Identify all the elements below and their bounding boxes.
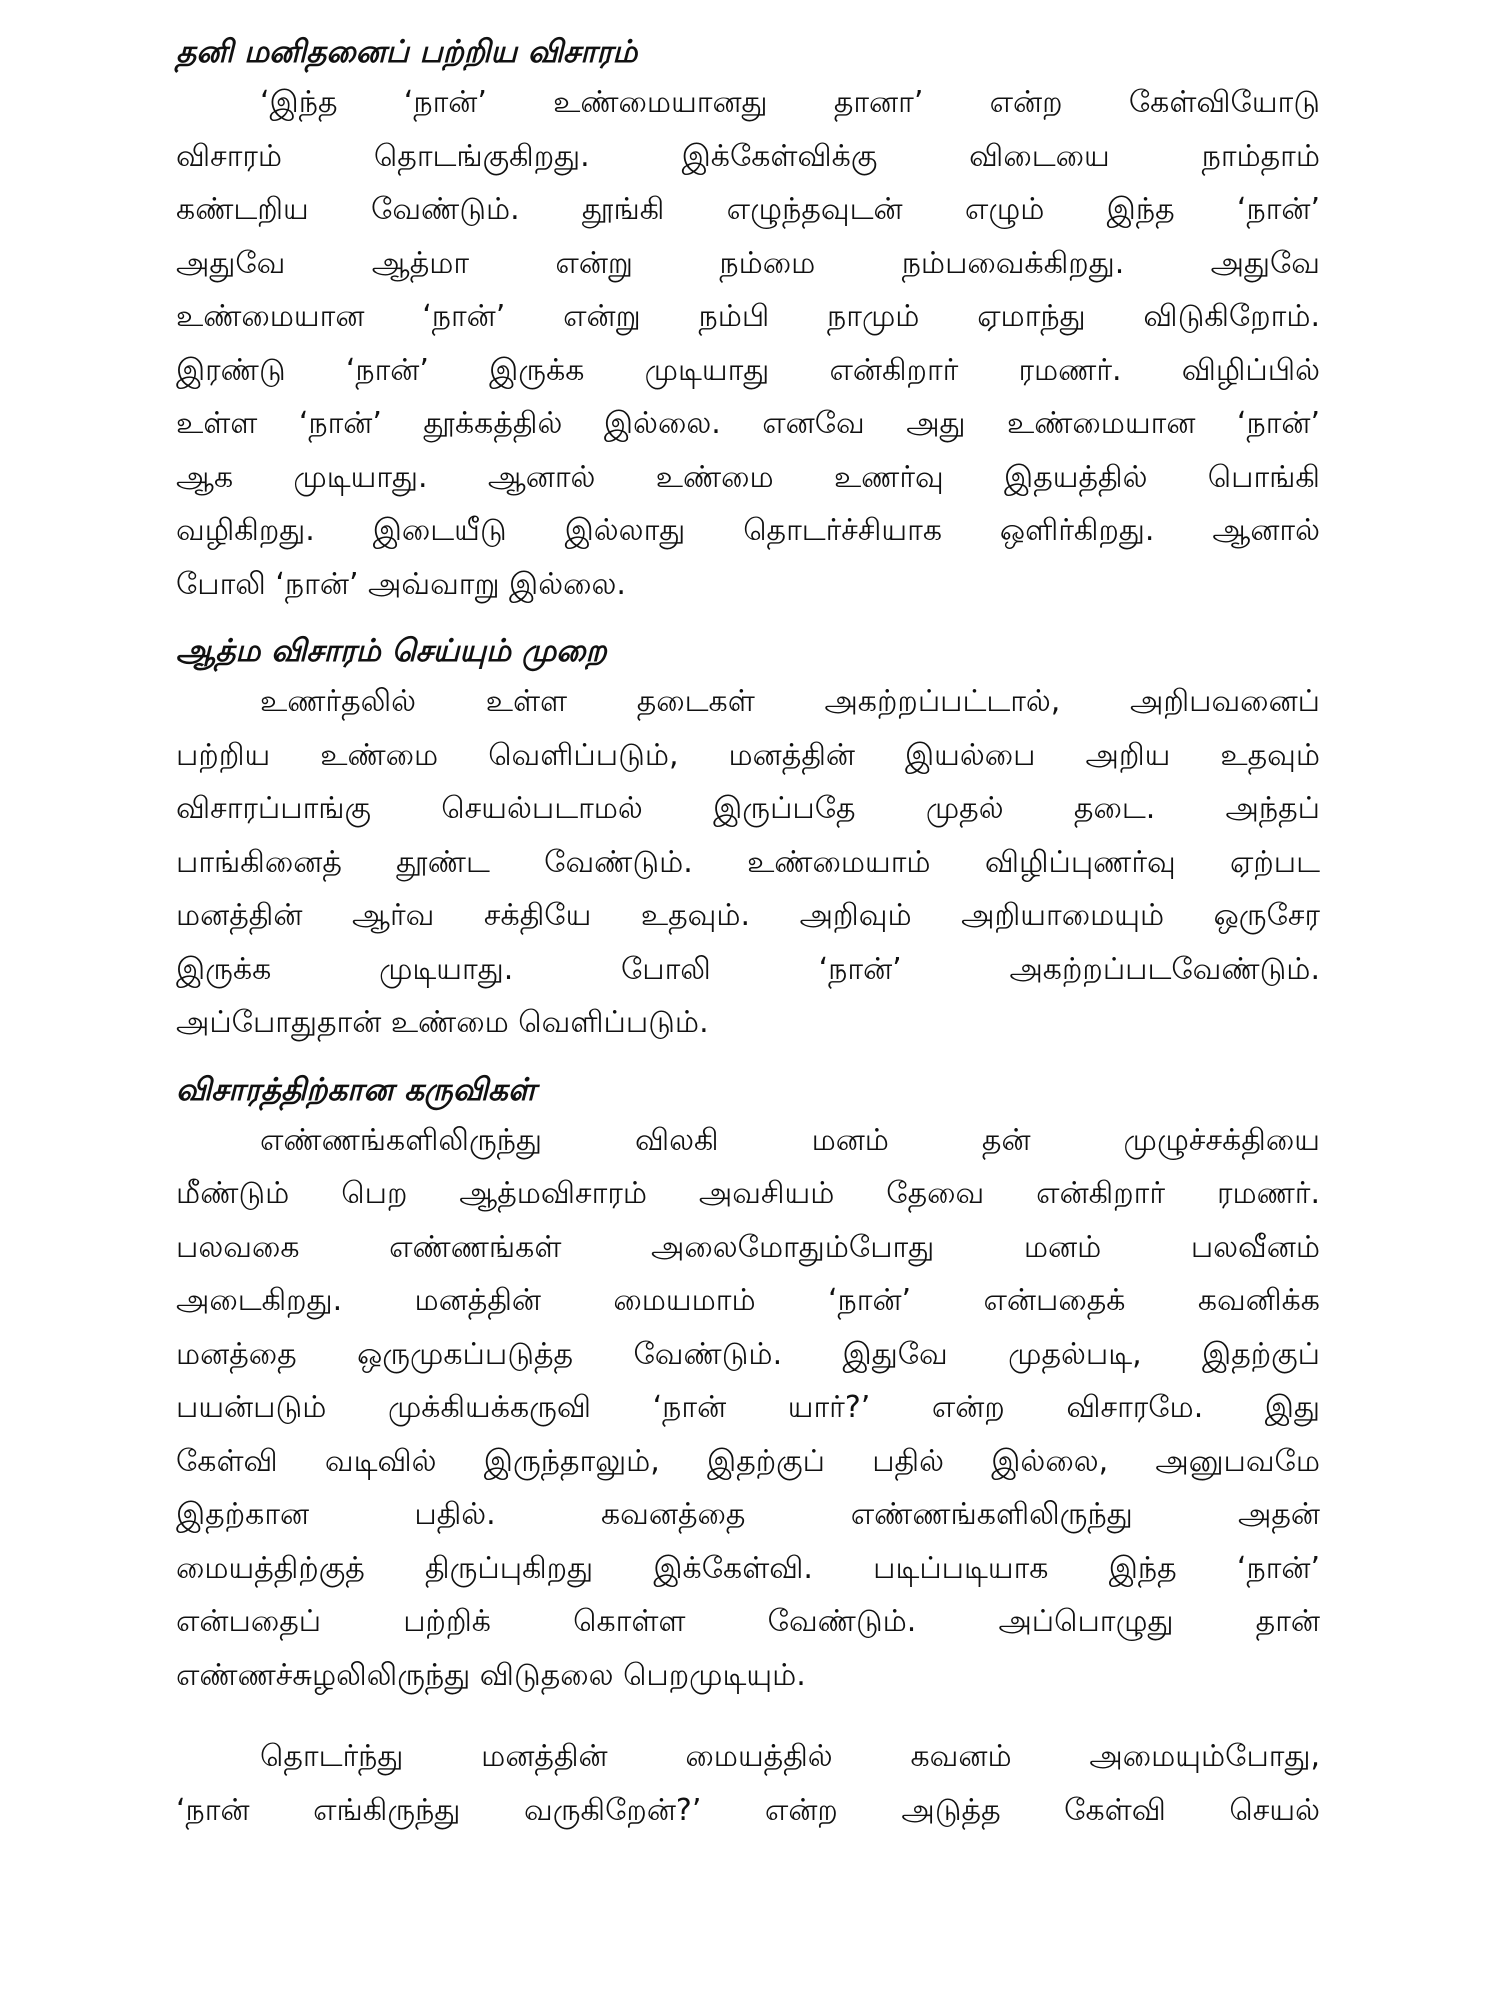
text-line: விசாரம் தொடங்குகிறது. இக்கேள்விக்கு விடையை நாம்தாம் [176,138,1320,174]
section-heading-individual-inquiry: தனி மனிதனைப் பற்றிய விசாரம் [176,34,638,70]
text-line: விசாரப்பாங்கு செயல்படாமல் இருப்பதே முதல் தடை. அந்தப் [176,791,1320,826]
text-line: அதுவே ஆத்மா என்று நம்மை நம்பவைக்கிறது. அதுவே [176,245,1320,281]
section-heading-self-inquiry-method: ஆத்ம விசாரம் செய்யும் முறை [176,633,607,669]
text-line: கேள்வி வடிவில் இருந்தாலும், இதற்குப் பதில் இல்லை, அனுபவமே [176,1443,1320,1479]
text-line: அப்போதுதான் உண்மை வெளிப்படும். [176,1005,709,1040]
text-line: ஆக முடியாது. ஆனால் உண்மை உணர்வு இதயத்தில் பொங்கி [176,459,1320,495]
text-line: ‘இந்த ‘நான்’ உண்மையானது தானா’ என்ற கேள்வியோடு [260,85,1320,120]
paragraph [176,1114,1320,1703]
text-line: கண்டறிய வேண்டும். தூங்கி எழுந்தவுடன் எழும் இந்த ‘நான்’ [176,192,1320,227]
text-line: போலி ‘நான்’ அவ்வாறு இல்லை. [176,566,626,602]
text-line: மையத்திற்குத் திருப்புகிறது இக்கேள்வி. படிப்படியாக இந்த ‘நான்’ [176,1550,1320,1586]
text-line: இருக்க முடியாது. போலி ‘நான்’ அகற்றப்படவேண்டும். [176,951,1320,987]
text-line: அடைகிறது. மனத்தின் மையமாம் ‘நான்’ என்பதைக் கவனிக்க [176,1283,1320,1318]
paragraph [176,76,1320,611]
text-line: பாங்கினைத் தூண்ட வேண்டும். உண்மையாம் விழிப்புணர்வு ஏற்பட [176,844,1320,880]
text-line: உண்மையான ‘நான்’ என்று நம்பி நாமும் ஏமாந்து விடுகிறோம். [176,299,1320,334]
text-line: பலவகை எண்ணங்கள் அலைமோதும்போது மனம் பலவீனம் [176,1229,1320,1265]
text-line: மீண்டும் பெற ஆத்மவிசாரம் அவசியம் தேவை என்கிறார் ரமணர். [176,1176,1320,1211]
text-line: பயன்படும் முக்கியக்கருவி ‘நான் யார்?’ என்ற விசாரமே. இது [176,1390,1320,1425]
text-line: மனத்தை ஒருமுகப்படுத்த வேண்டும். இதுவே முதல்படி, இதற்குப் [176,1336,1320,1372]
text-line: உள்ள ‘நான்’ தூக்கத்தில் இல்லை. எனவே அது உண்மையான ‘நான்’ [176,406,1320,441]
text-line: எண்ணங்களிலிருந்து விலகி மனம் தன் முழுச்சக்தியை [260,1122,1320,1158]
text-line: பற்றிய உண்மை வெளிப்படும், மனத்தின் இயல்பை அறிய உதவும் [176,737,1320,773]
text-line: உணர்தலில் உள்ள தடைகள் அகற்றப்பட்டால், அறிபவனைப் [260,684,1320,719]
paragraph-gap [176,1702,1320,1730]
text-line: ‘நான் எங்கிருந்து வருகிறேன்?’ என்ற அடுத்த கேள்வி செயல் [176,1792,1320,1828]
text-line: இரண்டு ‘நான்’ இருக்க முடியாது என்கிறார் ரமணர். விழிப்பில் [176,352,1320,388]
paragraph [176,675,1320,1050]
section-heading-inquiry-tools: விசாரத்திற்கான கருவிகள் [176,1071,536,1108]
text-line: மனத்தின் ஆர்வ சக்தியே உதவும். அறிவும் அறியாமையும் ஒருசேர [176,898,1320,933]
paragraph [176,1730,1320,1837]
text-line: என்பதைப் பற்றிக் கொள்ள வேண்டும். அப்பொழுது தான் [176,1604,1320,1639]
text-line: எண்ணச்சுழலிலிருந்து விடுதலை பெறமுடியும். [176,1657,806,1693]
text-line: வழிகிறது. இடையீடு இல்லாது தொடர்ச்சியாக ஒளிர்கிறது. ஆனால் [176,513,1320,548]
text-line: இதற்கான பதில். கவனத்தை எண்ணங்களிலிருந்து அதன் [176,1497,1320,1532]
text-line: தொடர்ந்து மனத்தின் மையத்தில் கவனம் அமையும்போது, [260,1739,1320,1774]
